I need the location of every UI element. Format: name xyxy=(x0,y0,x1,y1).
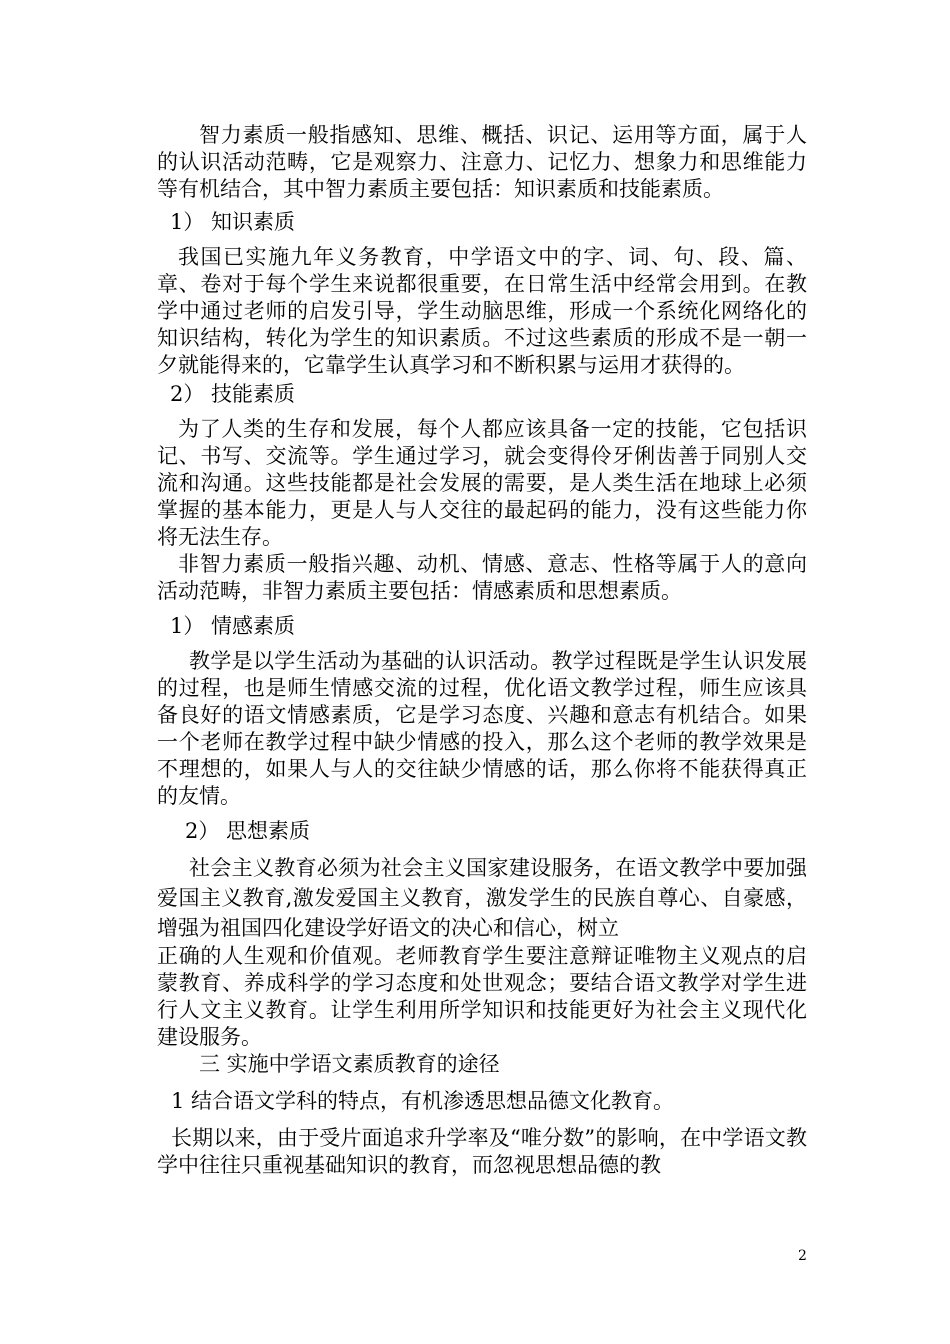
heading-section-three: 三 实施中学语文素质教育的途径 xyxy=(199,1052,500,1076)
heading-section-three-item-one: 1 结合语文学科的特点，有机渗透思想品德文化教育。 xyxy=(171,1089,675,1113)
paragraph-section-three: 长期以来，由于受片面追求升学率及“唯分数”的影响，在中学语文教学中往往只重视基础知识的教育，而忽视思想品德的教 xyxy=(157,1126,807,1177)
paragraph-knowledge-quality: 我国已实施九年义务教育，中学语文中的字、词、句、段、篇、章、卷对于每个学生来说都很重要，在日常生活中经常会用到。在教学中通过老师的启发引导，学生动脑思维，形成一个系统化网络化的知识结构，转化为学生的知识素质。不过这些素质的形成不是一朝一夕就能得来的，它靠学生认真学习和不断积累与运用才获得的。 xyxy=(157,245,807,377)
document-body xyxy=(157,122,807,1179)
heading-ideological-quality: 2） 思想素质 xyxy=(185,819,311,843)
paragraph-ideological-quality-part2: 正确的人生观和价值观。老师教育学生要注意辩证唯物主义观点的启蒙教育、养成科学的学习态度和处世观念；要结合语文教学对学生进行人文主义教育。让学生利用所学知识和技能更好为社会主义现代化建设服务。 xyxy=(157,944,807,1049)
page-number: 2 xyxy=(798,1248,807,1264)
paragraph-emotional-quality: 教学是以学生活动为基础的认识活动。教学过程既是学生认识发展的过程，也是师生情感交流的过程，优化语文教学过程，师生应该具备良好的语文情感素质，它是学习态度、兴趣和意志有机结合。如果一个老师在教学过程中缺少情感的投入，那么这个老师的教学效果是不理想的，如果人与人的交往缺少情感的话，那么你将不能获得真正的友情。 xyxy=(157,649,807,808)
heading-knowledge-quality: 1） 知识素质 xyxy=(170,210,296,234)
paragraph-non-intellectual-quality: 非智力素质一般指兴趣、动机、情感、意志、性格等属于人的意向活动范畴，非智力素质主要包括：情感素质和思想素质。 xyxy=(157,552,807,603)
paragraph-ideological-quality-part1: 社会主义教育必须为社会主义国家建设服务，在语文教学中要加强爱国主义教育,激发爱国主义教育，激发学生的民族自尊心、自豪感，增强为祖国四化建设学好语文的决心和信心，树立 xyxy=(157,856,807,940)
paragraph-skill-quality: 为了人类的生存和发展，每个人都应该具备一定的技能，它包括识记、书写、交流等。学生通过学习，就会变得伶牙俐齿善于同别人交流和沟通。这些技能都是社会发展的需要，是人类生活在地球上必须掌握的基本能力，更是人与人交往的最起码的能力，没有这些能力你将无法生存。 xyxy=(157,417,807,549)
paragraph-intellectual-quality: 智力素质一般指感知、思维、概括、识记、运用等方面，属于人的认识活动范畴，它是观察力、注意力、记忆力、想象力和思维能力等有机结合，其中智力素质主要包括：知识素质和技能素质。 xyxy=(157,123,807,201)
heading-emotional-quality: 1） 情感素质 xyxy=(170,614,296,638)
heading-skill-quality: 2） 技能素质 xyxy=(170,382,296,406)
